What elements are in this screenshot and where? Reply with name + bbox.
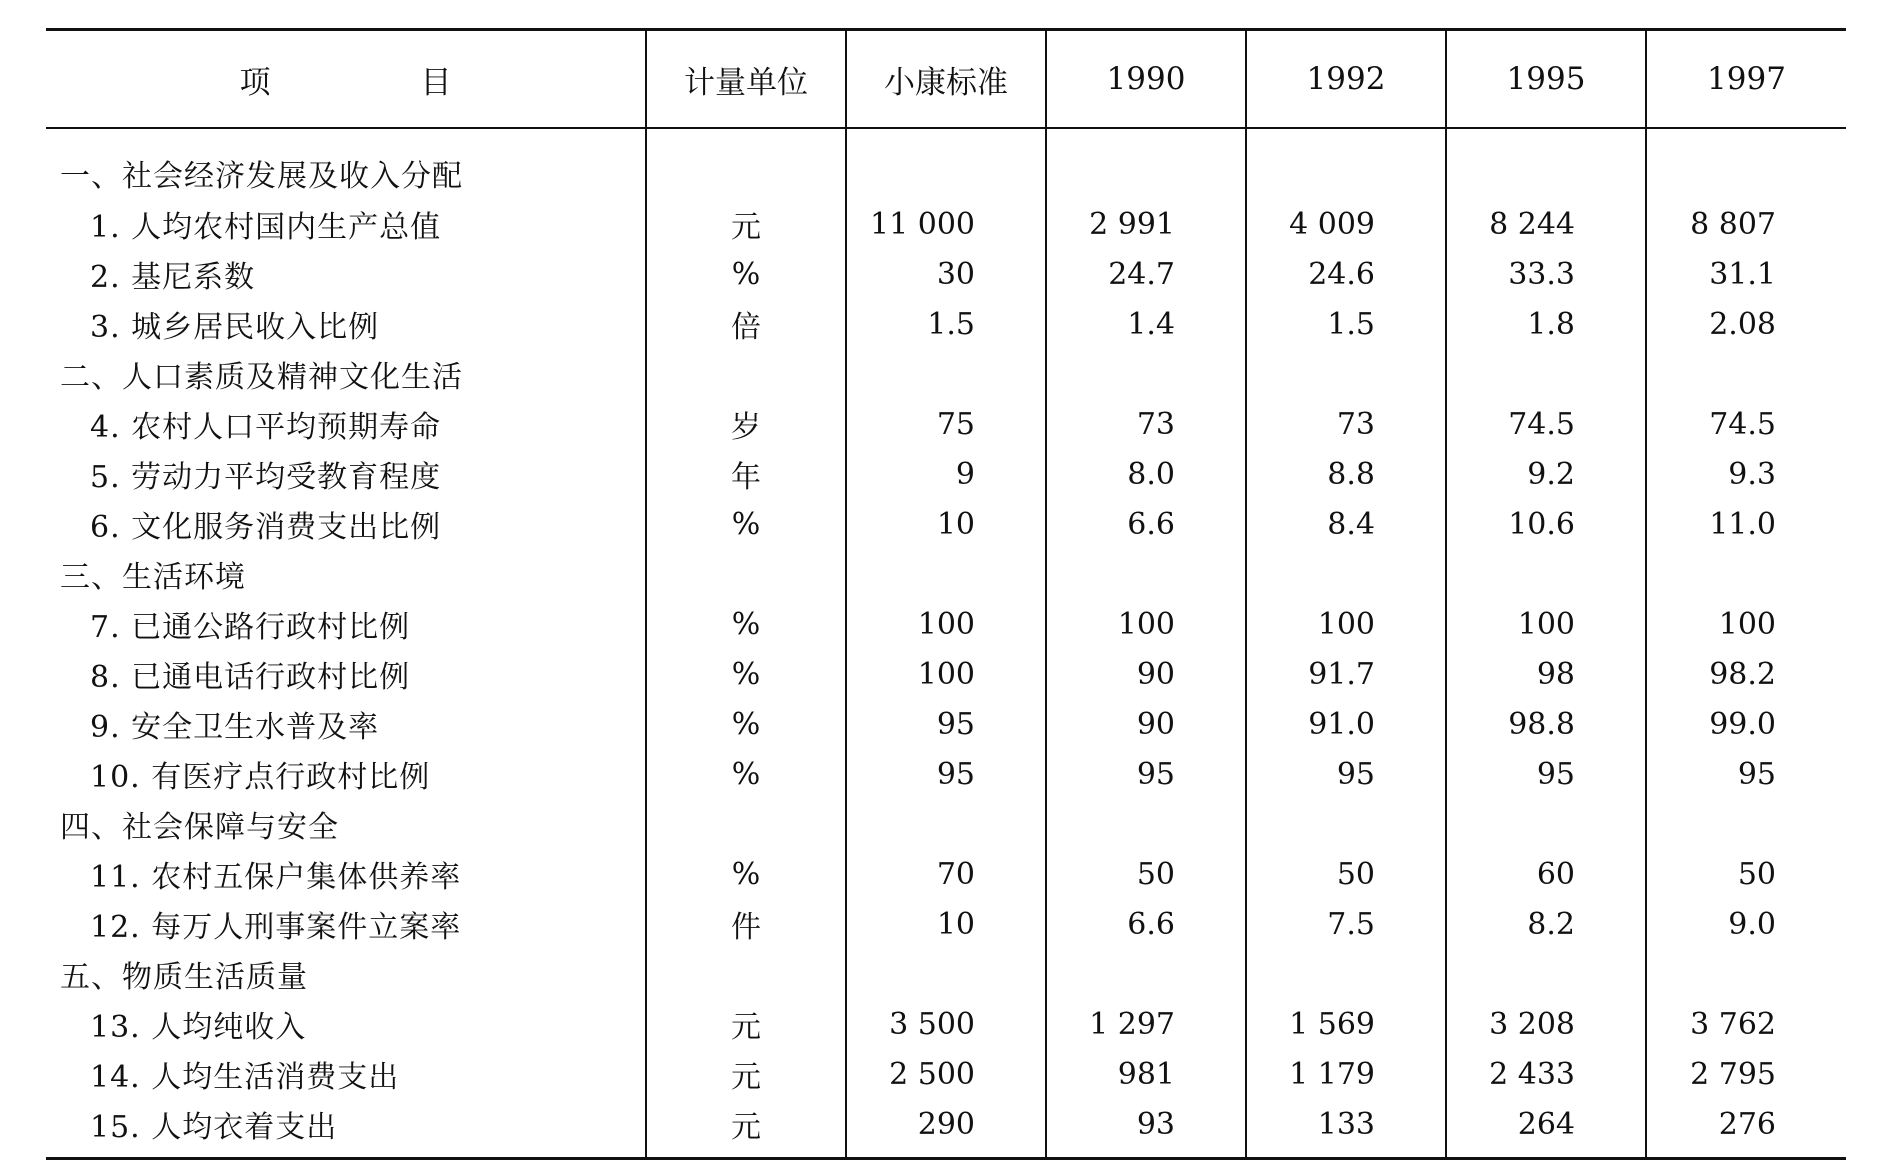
value-cell-y1990 [1046,949,1246,999]
header-unit: 计量单位 [646,30,846,129]
unit-cell [646,799,846,849]
value-cell-y1997: 2 795 [1646,1049,1846,1099]
value-cell-y1997: 3 762 [1646,999,1846,1049]
table-header [46,30,1846,129]
table-row [46,599,1846,649]
section-row [46,349,1846,399]
value-cell-y1990: 981 [1046,1049,1246,1099]
indicator-name: 12. 每万人刑事案件立案率 [90,910,462,945]
indicator-name: 2. 基尼系数 [90,260,256,295]
table-row [46,699,1846,749]
value-cell-standard: 2 500 [846,1049,1046,1099]
value-cell-y1997: 8 807 [1646,199,1846,249]
value-cell-y1997: 50 [1646,849,1846,899]
unit-cell: % [646,749,846,799]
value-cell-y1992: 8.4 [1246,499,1446,549]
table-row [46,249,1846,299]
value-cell-y1990: 95 [1046,749,1246,799]
value-cell-y1992 [1246,549,1446,599]
table-row [46,849,1846,899]
value-cell-y1992: 8.8 [1246,449,1446,499]
value-cell-standard: 30 [846,249,1046,299]
indicator-name: 6. 文化服务消费支出比例 [90,510,442,545]
value-cell-y1997 [1646,128,1846,199]
value-cell-y1990: 6.6 [1046,899,1246,949]
indicator-name: 13. 人均纯收入 [90,1010,307,1045]
value-cell-y1990: 24.7 [1046,249,1246,299]
indicator-name: 9. 安全卫生水普及率 [90,710,380,745]
unit-cell: % [646,499,846,549]
value-cell-y1995: 10.6 [1446,499,1646,549]
value-cell-standard: 1.5 [846,299,1046,349]
value-cell-y1995 [1446,549,1646,599]
table-row [46,899,1846,949]
value-cell-y1990: 73 [1046,399,1246,449]
value-cell-y1990: 90 [1046,699,1246,749]
indicator-name: 14. 人均生活消费支出 [90,1060,400,1095]
value-cell-standard: 11 000 [846,199,1046,249]
unit-cell: % [646,649,846,699]
unit-cell: 年 [646,449,846,499]
value-cell-y1997: 98.2 [1646,649,1846,699]
section-heading: 四、社会保障与安全 [60,810,339,845]
value-cell-y1995: 264 [1446,1099,1646,1159]
unit-cell: % [646,849,846,899]
section-row [46,949,1846,999]
indicator-name: 7. 已通公路行政村比例 [90,610,411,645]
header-standard: 小康标准 [846,30,1046,129]
value-cell-y1997: 100 [1646,599,1846,649]
header-1997: 1997 [1646,30,1846,129]
value-cell-y1995 [1446,949,1646,999]
table-row [46,299,1846,349]
value-cell-standard: 95 [846,749,1046,799]
value-cell-y1997 [1646,549,1846,599]
value-cell-y1992: 133 [1246,1099,1446,1159]
value-cell-y1990: 100 [1046,599,1246,649]
value-cell-y1992: 4 009 [1246,199,1446,249]
unit-cell [646,128,846,199]
value-cell-y1995: 98.8 [1446,699,1646,749]
table-row [46,499,1846,549]
unit-cell: 元 [646,999,846,1049]
value-cell-y1990 [1046,799,1246,849]
value-cell-y1997 [1646,349,1846,399]
header-1990: 1990 [1046,30,1246,129]
value-cell-standard [846,128,1046,199]
table-row [46,749,1846,799]
value-cell-y1990: 2 991 [1046,199,1246,249]
value-cell-y1997: 9.3 [1646,449,1846,499]
value-cell-y1995 [1446,128,1646,199]
unit-cell: % [646,249,846,299]
value-cell-y1997: 99.0 [1646,699,1846,749]
unit-cell [646,349,846,399]
value-cell-y1992 [1246,799,1446,849]
value-cell-y1997: 31.1 [1646,249,1846,299]
value-cell-y1995: 1.8 [1446,299,1646,349]
section-heading: 二、人口素质及精神文化生活 [60,360,463,395]
value-cell-y1990 [1046,128,1246,199]
unit-cell: 岁 [646,399,846,449]
unit-cell: 元 [646,1099,846,1159]
value-cell-y1992: 91.7 [1246,649,1446,699]
value-cell-y1990: 8.0 [1046,449,1246,499]
header-1992: 1992 [1246,30,1446,129]
section-row [46,549,1846,599]
value-cell-y1997: 276 [1646,1099,1846,1159]
value-cell-y1995 [1446,799,1646,849]
value-cell-y1992 [1246,949,1446,999]
value-cell-y1992: 50 [1246,849,1446,899]
value-cell-y1992: 1 569 [1246,999,1446,1049]
value-cell-y1992 [1246,349,1446,399]
unit-cell: 件 [646,899,846,949]
header-item [46,30,646,129]
value-cell-y1992: 24.6 [1246,249,1446,299]
value-cell-standard: 100 [846,599,1046,649]
header-item-left: 项 [239,64,271,101]
section-heading: 五、物质生活质量 [60,960,308,995]
value-cell-y1992: 91.0 [1246,699,1446,749]
value-cell-y1992: 1 179 [1246,1049,1446,1099]
table-row [46,999,1846,1049]
value-cell-y1997: 2.08 [1646,299,1846,349]
unit-cell: % [646,599,846,649]
value-cell-y1995 [1446,349,1646,399]
value-cell-standard: 10 [846,899,1046,949]
section-heading: 三、生活环境 [60,560,246,595]
indicator-name: 15. 人均衣着支出 [46,1099,646,1159]
value-cell-y1992: 1.5 [1246,299,1446,349]
value-cell-y1997: 95 [1646,749,1846,799]
value-cell-y1995: 8.2 [1446,899,1646,949]
value-cell-y1990: 93 [1046,1099,1246,1159]
indicator-table [46,28,1846,1160]
value-cell-standard [846,549,1046,599]
unit-cell: 倍 [646,299,846,349]
value-cell-y1995: 60 [1446,849,1646,899]
value-cell-standard [846,799,1046,849]
value-cell-standard: 100 [846,649,1046,699]
value-cell-y1995: 74.5 [1446,399,1646,449]
value-cell-standard: 95 [846,699,1046,749]
value-cell-y1992: 95 [1246,749,1446,799]
section-row [46,128,1846,199]
value-cell-y1990 [1046,549,1246,599]
data-table-container [46,28,1846,1160]
value-cell-y1995: 100 [1446,599,1646,649]
value-cell-y1995: 9.2 [1446,449,1646,499]
value-cell-y1997: 9.0 [1646,899,1846,949]
value-cell-y1990: 50 [1046,849,1246,899]
indicator-name: 8. 已通电话行政村比例 [90,660,411,695]
value-cell-y1997 [1646,799,1846,849]
value-cell-standard: 10 [846,499,1046,549]
unit-cell [646,949,846,999]
value-cell-y1997 [1646,949,1846,999]
unit-cell: % [646,699,846,749]
value-cell-y1990 [1046,349,1246,399]
section-heading: 一、社会经济发展及收入分配 [60,159,463,194]
value-cell-y1990: 1.4 [1046,299,1246,349]
indicator-name: 4. 农村人口平均预期寿命 [90,410,442,445]
table-body [46,128,1846,1159]
header-item-right: 目 [420,64,452,101]
unit-cell [646,549,846,599]
value-cell-standard: 70 [846,849,1046,899]
value-cell-y1992 [1246,128,1446,199]
value-cell-standard: 290 [846,1099,1046,1159]
value-cell-standard: 3 500 [846,999,1046,1049]
table-row [46,649,1846,699]
value-cell-y1995: 2 433 [1446,1049,1646,1099]
value-cell-y1992: 7.5 [1246,899,1446,949]
value-cell-standard [846,349,1046,399]
indicator-name: 3. 城乡居民收入比例 [90,310,380,345]
value-cell-y1995: 8 244 [1446,199,1646,249]
table-row [46,449,1846,499]
indicator-name: 1. 人均农村国内生产总值 [90,210,442,245]
header-row [46,30,1846,129]
table-row [46,199,1846,249]
unit-cell: 元 [646,199,846,249]
value-cell-y1995: 95 [1446,749,1646,799]
value-cell-standard: 75 [846,399,1046,449]
value-cell-y1990: 90 [1046,649,1246,699]
value-cell-y1990: 1 297 [1046,999,1246,1049]
value-cell-y1995: 98 [1446,649,1646,699]
table-row [46,399,1846,449]
value-cell-y1995: 33.3 [1446,249,1646,299]
value-cell-standard: 9 [846,449,1046,499]
indicator-name: 11. 农村五保户集体供养率 [90,860,462,895]
unit-cell: 元 [646,1049,846,1099]
value-cell-standard [846,949,1046,999]
indicator-name: 10. 有医疗点行政村比例 [90,760,431,795]
section-row [46,799,1846,849]
value-cell-y1992: 100 [1246,599,1446,649]
value-cell-y1990: 6.6 [1046,499,1246,549]
value-cell-y1992: 73 [1246,399,1446,449]
table-row [46,1049,1846,1099]
value-cell-y1997: 74.5 [1646,399,1846,449]
header-1995: 1995 [1446,30,1646,129]
value-cell-y1995: 3 208 [1446,999,1646,1049]
value-cell-y1997: 11.0 [1646,499,1846,549]
indicator-name: 5. 劳动力平均受教育程度 [90,460,442,495]
table-row [46,1099,1846,1159]
